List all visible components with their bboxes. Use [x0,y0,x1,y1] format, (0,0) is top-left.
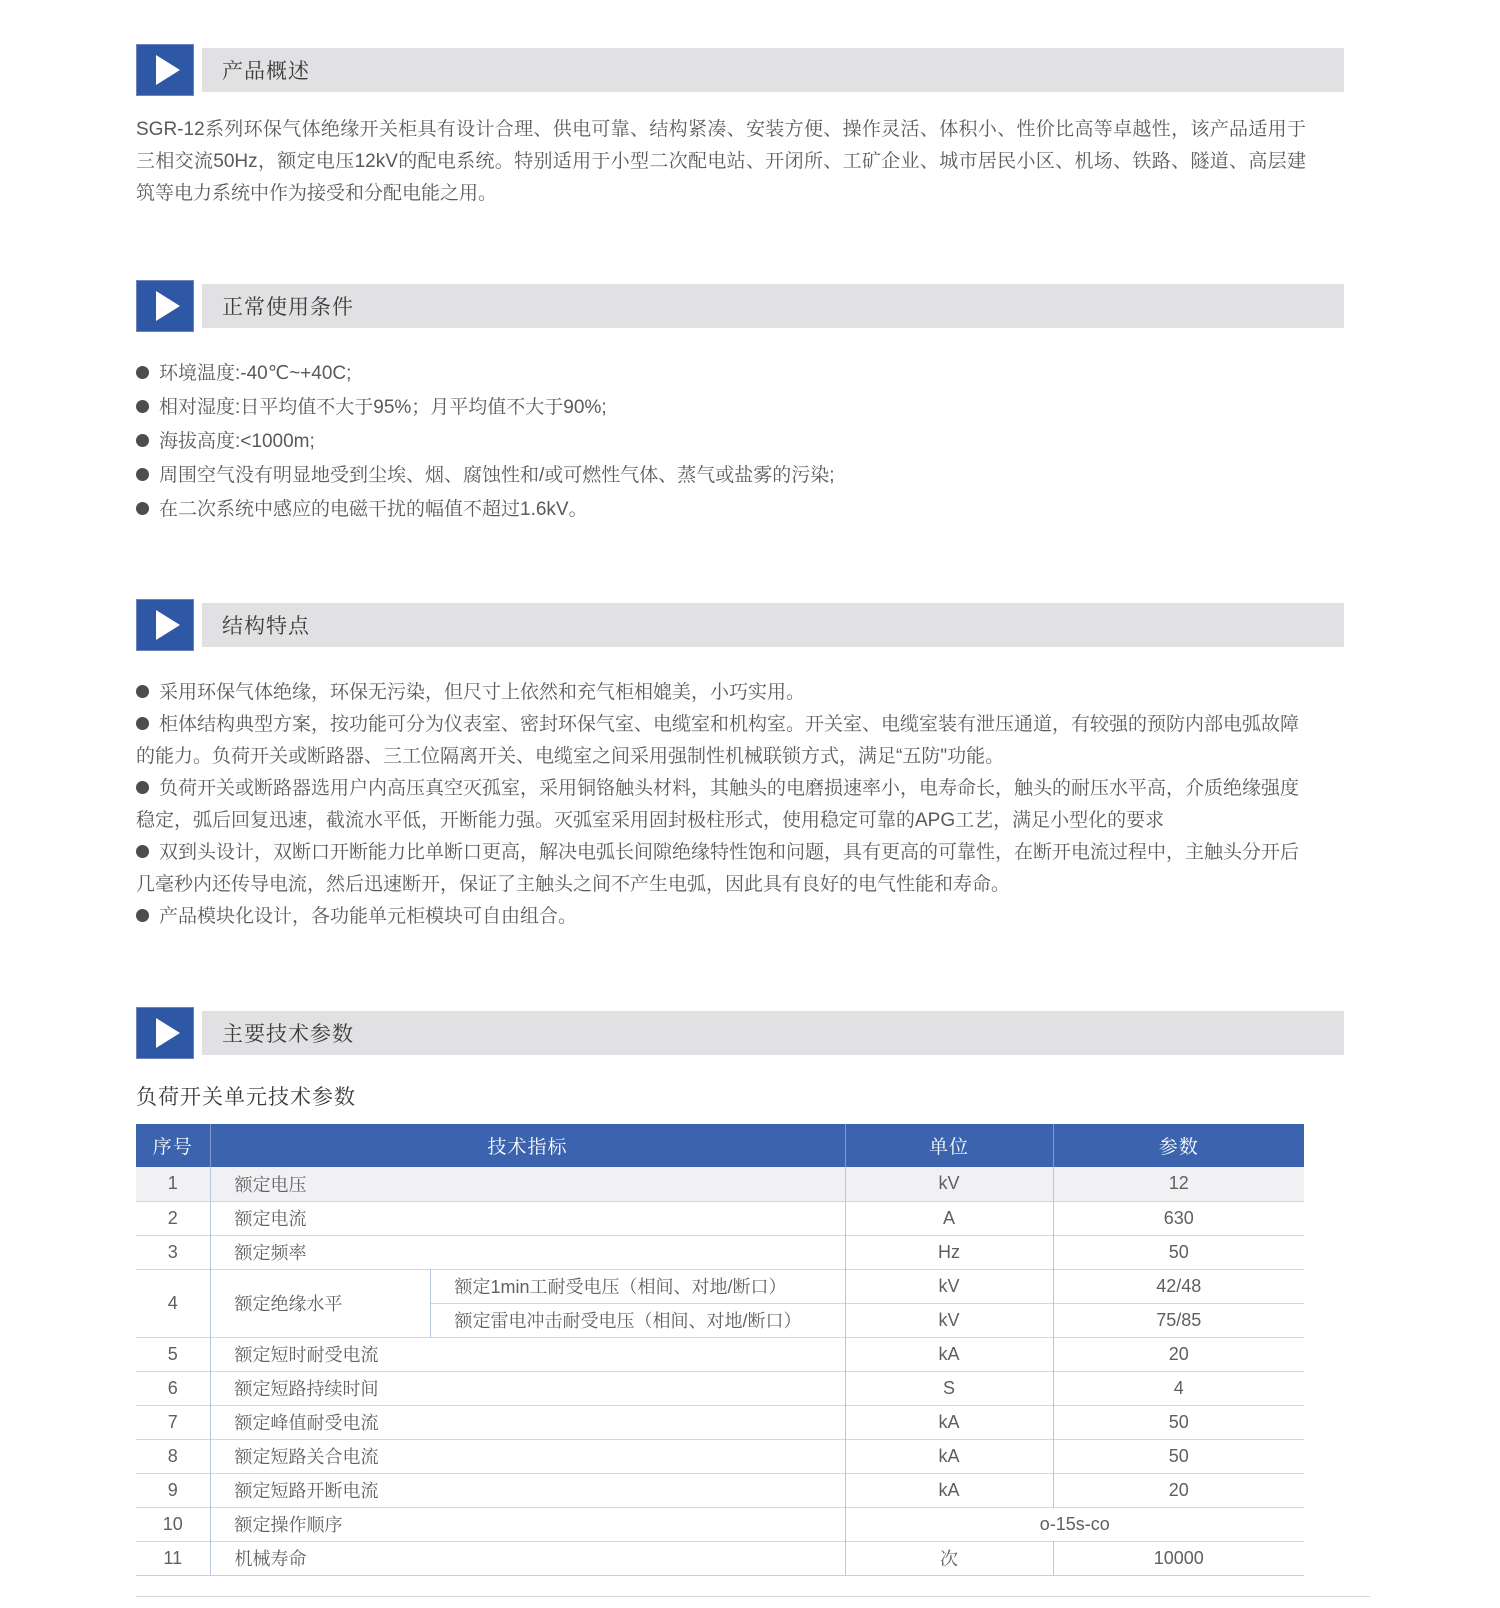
cell-indicator: 机械寿命 [210,1541,845,1575]
page-bottom-divider [136,1596,1370,1597]
condition-text: 相对湿度:日平均值不大于95%；月平均值不大于90%; [159,397,607,418]
features-list [136,677,1344,933]
right-triangle-icon [156,291,180,321]
right-triangle-icon [156,55,180,85]
cell-indicator: 额定短路持续时间 [210,1371,845,1405]
feature-item [136,901,1306,933]
bullet-icon [136,502,149,515]
parameters-table [136,1124,1304,1576]
cell-indicator: 额定电流 [210,1201,845,1235]
bullet-icon [136,366,149,379]
cell-value: 75/85 [1053,1303,1304,1337]
bullet-icon [136,909,149,922]
cell-no: 4 [136,1269,210,1337]
section-title: 结构特点 [222,615,310,638]
cell-no: 6 [136,1371,210,1405]
cell-indicator: 额定峰值耐受电流 [210,1405,845,1439]
cell-unit: kV [845,1167,1053,1201]
feature-text: 双到头设计，双断口开断能力比单断口更高，解决电弧长间隙绝缘特性饱和问题，具有更高的可靠性，在断开电流过程中，主触头分开后几毫秒内还传导电流，然后迅速断开，保证了主触头之间不产生电弧，因此具有良好的电气性能和寿命。 [136,842,1300,895]
cell-value: 20 [1053,1473,1304,1507]
table-row [136,1201,1304,1235]
section-header-parameters [136,1007,1344,1059]
cell-unit: Hz [845,1235,1053,1269]
table-row [136,1371,1304,1405]
bullet-icon [136,781,149,794]
bullet-icon [136,685,149,698]
table-row [136,1405,1304,1439]
section-arrow-icon [136,599,194,651]
section-arrow-icon [136,44,194,96]
header-cell-no: 序号 [136,1124,210,1167]
feature-item [136,677,1306,709]
cell-unit: kA [845,1337,1053,1371]
cell-indicator: 额定短时耐受电流 [210,1337,845,1371]
cell-value: 42/48 [1053,1269,1304,1303]
cell-no: 7 [136,1405,210,1439]
table-subtitle: 负荷开关单元技术参数 [136,1086,356,1109]
cell-indicator: 额定操作顺序 [210,1507,845,1541]
overview-paragraph: SGR-12系列环保气体绝缘开关柜具有设计合理、供电可靠、结构紧凑、安装方便、操作灵活、体积小、性价比高等卓越性，该产品适用于三相交流50Hz，额定电压12kV的配电系统。特别适用于小型二次配电站、开闭所、工矿企业、城市居民小区、机场、铁路、隧道、高层建筑等电力系统中作为接受和分配电能之用。 [136,119,1306,204]
condition-item [136,391,1306,425]
condition-text: 环境温度:-40℃~+40C; [159,363,352,384]
bullet-icon [136,468,149,481]
table-row [136,1439,1304,1473]
feature-text: 柜体结构典型方案，按功能可分为仪表室、密封环保气室、电缆室和机构室。开关室、电缆室装有泄压通道，有较强的预防内部电弧故障的能力。负荷开关或断路器、三工位隔离开关、电缆室之间采用强制性机械联锁方式，满足“五防"功能。 [136,714,1300,767]
section-header-overview [136,44,1344,96]
feature-item [136,709,1306,773]
cell-no: 9 [136,1473,210,1507]
cell-unit: kV [845,1269,1053,1303]
condition-text: 周围空气没有明显地受到尘埃、烟、腐蚀性和/或可燃性气体、蒸气或盐雾的污染; [159,465,835,486]
header-cell-indicator: 技术指标 [210,1124,845,1167]
section-header-conditions [136,280,1344,332]
section-title-bar [202,1011,1344,1055]
cell-value: 50 [1053,1405,1304,1439]
condition-item [136,357,1306,391]
feature-text: 采用环保气体绝缘，环保无污染，但尺寸上依然和充气柜相媲美，小巧实用。 [159,682,806,703]
cell-no: 10 [136,1507,210,1541]
section-title: 主要技术参数 [222,1023,354,1046]
section-title: 正常使用条件 [222,296,354,319]
table-row [136,1167,1304,1201]
page-content [136,0,1344,1576]
condition-item [136,425,1306,459]
section-arrow-icon [136,280,194,332]
section-title-bar [202,48,1344,92]
header-cell-value: 参数 [1053,1124,1304,1167]
cell-no: 11 [136,1541,210,1575]
condition-text: 海拔高度:<1000m; [159,431,315,452]
cell-sub-indicator: 额定雷电冲击耐受电压（相间、对地/断口） [430,1303,845,1337]
cell-no: 3 [136,1235,210,1269]
table-row [136,1473,1304,1507]
cell-value: 4 [1053,1371,1304,1405]
cell-value: 630 [1053,1201,1304,1235]
header-cell-unit: 单位 [845,1124,1053,1167]
bullet-icon [136,717,149,730]
feature-text: 产品模块化设计，各功能单元柜模块可自由组合。 [159,906,578,927]
cell-unit: kA [845,1405,1053,1439]
cell-sub-indicator: 额定1min工耐受电压（相间、对地/断口） [430,1269,845,1303]
right-triangle-icon [156,1018,180,1048]
cell-unit: kV [845,1303,1053,1337]
cell-no: 8 [136,1439,210,1473]
conditions-list [136,357,1344,527]
bullet-icon [136,400,149,413]
condition-item [136,459,1306,493]
bullet-icon [136,845,149,858]
section-header-features [136,599,1344,651]
cell-merged-value: o-15s-co [845,1507,1304,1541]
cell-value: 20 [1053,1337,1304,1371]
table-row [136,1507,1304,1541]
cell-indicator: 额定绝缘水平 [210,1269,430,1337]
table-row [136,1337,1304,1371]
table-row [136,1541,1304,1575]
table-row [136,1235,1304,1269]
cell-no: 1 [136,1167,210,1201]
section-title: 产品概述 [222,60,310,83]
condition-text: 在二次系统中感应的电磁干扰的幅值不超过1.6kV。 [159,499,588,520]
feature-item [136,773,1306,837]
condition-item [136,493,1306,527]
cell-unit: kA [845,1473,1053,1507]
section-arrow-icon [136,1007,194,1059]
section-title-bar [202,284,1344,328]
cell-value: 50 [1053,1235,1304,1269]
cell-indicator: 额定电压 [210,1167,845,1201]
cell-no: 5 [136,1337,210,1371]
cell-value: 10000 [1053,1541,1304,1575]
section-title-bar [202,603,1344,647]
right-triangle-icon [156,610,180,640]
feature-text: 负荷开关或断路器选用户内高压真空灭孤室，采用铜铬触头材料，其触头的电磨损速率小，电寿命长，触头的耐压水平高，介质绝缘强度稳定，弧后回复迅速，截流水平低，开断能力强。灭弧室采用固封极柱形式，使用稳定可靠的APG工艺，满足小型化的要求 [136,778,1300,831]
cell-no: 2 [136,1201,210,1235]
cell-indicator: 额定短路关合电流 [210,1439,845,1473]
cell-unit: A [845,1201,1053,1235]
cell-indicator: 额定短路开断电流 [210,1473,845,1507]
bullet-icon [136,434,149,447]
cell-unit: kA [845,1439,1053,1473]
cell-unit: S [845,1371,1053,1405]
cell-value: 12 [1053,1167,1304,1201]
cell-unit: 次 [845,1541,1053,1575]
cell-value: 50 [1053,1439,1304,1473]
feature-item [136,837,1306,901]
cell-indicator: 额定频率 [210,1235,845,1269]
table-row [136,1269,1304,1303]
table-header-row [136,1124,1304,1167]
